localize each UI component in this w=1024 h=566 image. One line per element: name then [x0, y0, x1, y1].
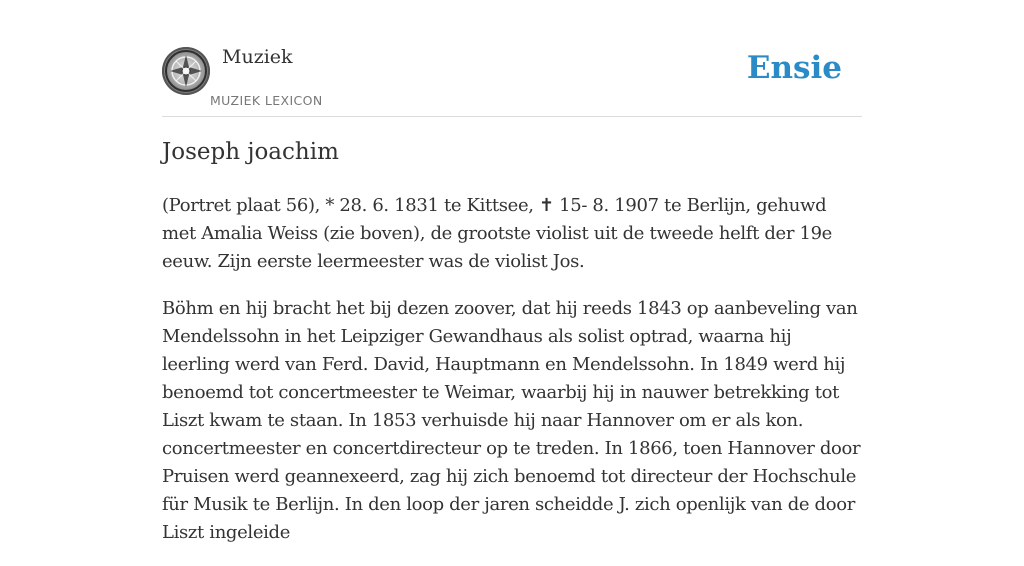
- header: [162, 0, 862, 117]
- subtitle: MUZIEK LEXICON: [210, 93, 323, 108]
- brand-logo[interactable]: Ensie: [746, 50, 842, 86]
- paragraph: (Portret plaat 56), * 28. 6. 1831 te Kittsee, ✝ 15- 8. 1907 te Berlijn, gehuwd met Amalia Weiss (zie boven), de grootste violist uit de tweede helft der 19e eeuw. Zijn eerste leermeester was de violist Jos.: [162, 195, 832, 272]
- category-link[interactable]: Muziek: [222, 46, 293, 68]
- paragraph: Böhm en hij bracht het bij dezen zoover, dat hij reeds 1843 op aanbeveling van Mendelssohn in het Leipziger Gewandhaus als solist optrad, waarna hij leerling werd van Ferd. David, Hauptmann en Mendelssohn. In 1849 werd hij benoemd tot concertmeester te Weimar, waarbij hij in nauwer betrekking tot Liszt kwam te staan. In 1853 verhuisde hij naar Hannover om er als kon. concertmeester en concertdirecteur op te treden. In 1866, toen Hannover door Pruisen werd geannexeerd, zag hij zich benoemd tot directeur der Hochschule für Musik te Berlijn. In den loop der jaren scheidde J. zich openlijk van de door Liszt ingeleide: [162, 298, 861, 543]
- music-emblem-icon[interactable]: [162, 47, 210, 95]
- page: [162, 0, 862, 543]
- article-body: [162, 192, 862, 566]
- article-title: Joseph joachim: [162, 139, 339, 165]
